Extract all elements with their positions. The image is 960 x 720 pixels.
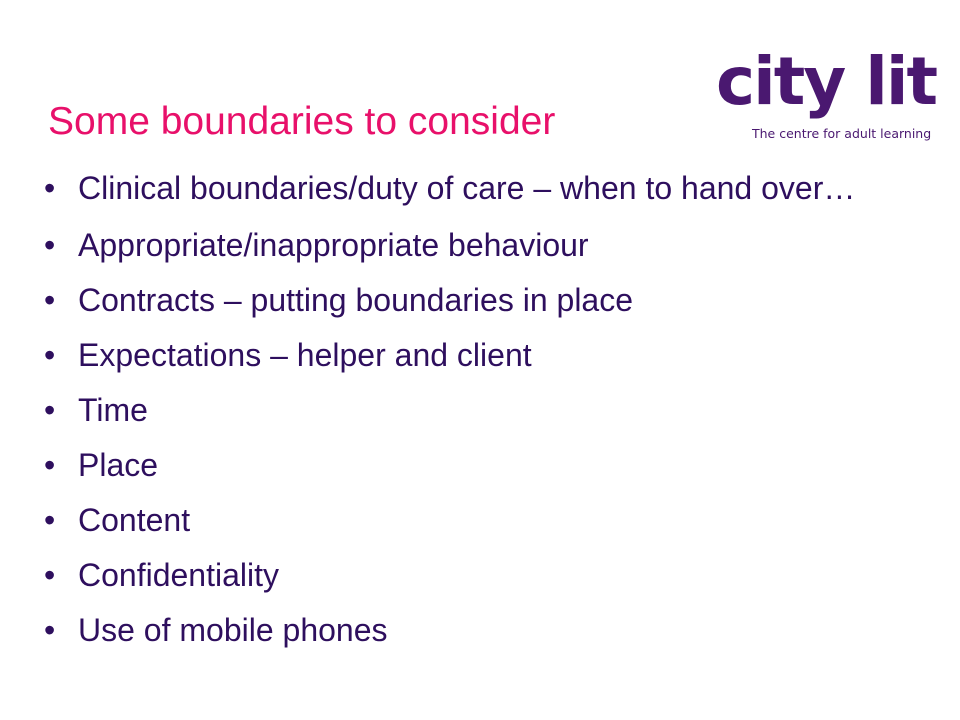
bullet-item — [0, 170, 960, 206]
bullet-item — [0, 337, 960, 373]
bullet-icon: • — [44, 337, 56, 373]
bullet-item — [0, 502, 960, 538]
bullet-item — [0, 227, 960, 263]
bullet-icon: • — [44, 557, 56, 593]
bullet-text: Appropriate/inappropriate behaviour — [78, 227, 589, 263]
bullet-item — [0, 557, 960, 593]
bullet-text: Confidentiality — [78, 557, 279, 593]
bullet-item — [0, 447, 960, 483]
bullet-text: Contracts – putting boundaries in place — [78, 282, 634, 318]
bullet-list — [0, 170, 960, 667]
bullet-item — [0, 282, 960, 318]
bullet-icon: • — [44, 227, 56, 263]
bullet-icon: • — [44, 447, 56, 483]
bullet-icon: • — [44, 612, 56, 648]
bullet-item — [0, 612, 960, 648]
slide-title: Some boundaries to consider — [48, 100, 556, 143]
bullet-text: Use of mobile phones — [78, 612, 388, 648]
bullet-icon: • — [44, 392, 56, 428]
bullet-item — [0, 392, 960, 428]
bullet-text: Place — [78, 447, 159, 483]
bullet-text: Expectations – helper and client — [78, 337, 532, 373]
bullet-icon: • — [44, 170, 56, 206]
logo-wordmark: city lit — [716, 43, 937, 120]
bullet-icon: • — [44, 282, 56, 318]
bullet-text: Clinical boundaries/duty of care – when to hand over… — [78, 170, 856, 206]
bullet-text: Content — [78, 502, 191, 538]
bullet-text: Time — [78, 392, 148, 428]
logo-tagline: The centre for adult learning — [752, 126, 932, 141]
bullet-icon: • — [44, 502, 56, 538]
city-lit-logo — [716, 43, 937, 144]
